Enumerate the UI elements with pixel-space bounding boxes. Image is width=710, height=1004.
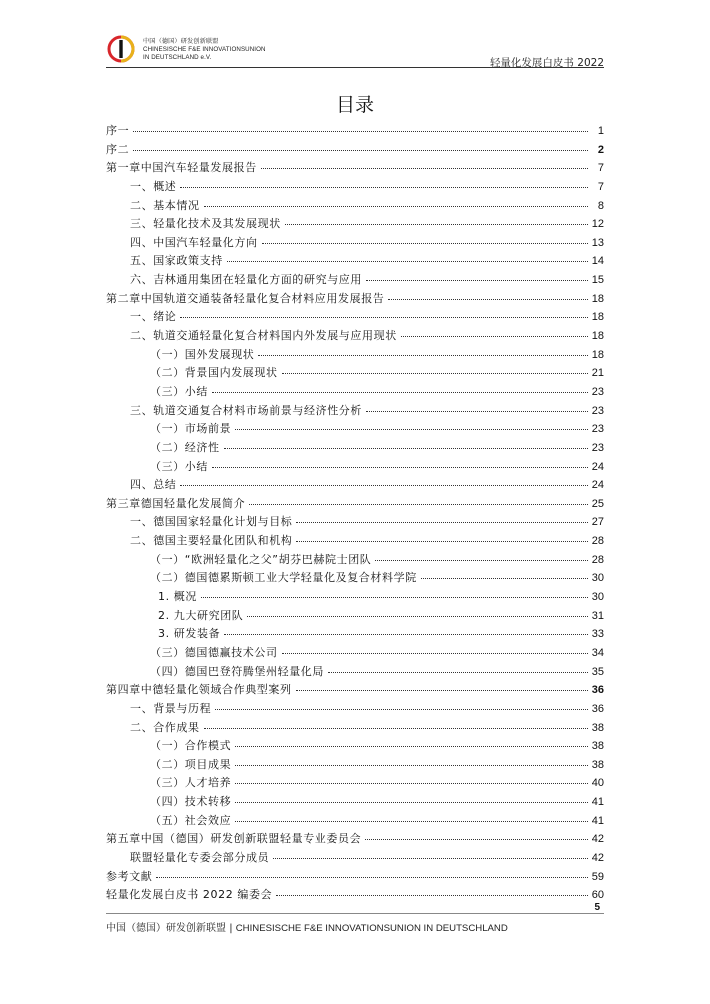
- toc-entry-label: （三）人才培养: [150, 776, 232, 790]
- toc-entry[interactable]: [106, 495, 604, 514]
- page-number: 5: [594, 902, 600, 913]
- toc-entry-page: 28: [591, 535, 604, 548]
- toc-dot-leader: [296, 541, 587, 542]
- toc-entry-page: 8: [597, 199, 604, 212]
- toc-entry-label: 三、轻量化技术及其发展现状: [130, 217, 281, 231]
- toc-entry-label: 第二章中国轨道交通装备轻量化复合材料应用发展报告: [106, 291, 385, 305]
- toc-entry-label: （四）技术转移: [150, 795, 232, 809]
- toc-entry-label: 第四章中德轻量化领域合作典型案列: [106, 683, 292, 697]
- toc-entry[interactable]: [106, 551, 604, 570]
- toc-entry[interactable]: [106, 215, 604, 234]
- toc-entry-label: 一、绪论: [130, 310, 177, 324]
- toc-dot-leader: [365, 839, 588, 840]
- toc-title: 目录: [335, 94, 374, 116]
- toc-entry-label: 二、轨道交通轻量化复合材料国内外发展与应用现状: [130, 329, 397, 343]
- toc-entry-label: 轻量化发展白皮书 2022 编委会: [106, 888, 273, 902]
- toc-entry-page: 15: [591, 274, 604, 287]
- toc-entry-page: 42: [591, 851, 604, 864]
- toc-dot-leader: [156, 877, 587, 878]
- toc-entry-page: 60: [591, 889, 604, 902]
- toc-dot-leader: [212, 392, 588, 393]
- toc-entry[interactable]: [106, 364, 604, 383]
- toc-dot-leader: [401, 336, 588, 337]
- toc-entry-label: 四、总结: [130, 478, 177, 492]
- toc-entry[interactable]: [106, 327, 604, 346]
- toc-entry[interactable]: [106, 625, 604, 644]
- toc-entry-label: （三）小结: [150, 384, 208, 398]
- toc-entry-label: 二、合作成果: [130, 720, 200, 734]
- toc-entry-page: 41: [591, 796, 604, 809]
- toc-dot-leader: [296, 690, 588, 691]
- toc-entry[interactable]: [106, 569, 604, 588]
- toc-entry-page: 34: [591, 646, 604, 659]
- toc-entry-page: 23: [591, 385, 604, 398]
- toc-entry-page: 36: [591, 702, 604, 715]
- toc-entry-label: （二）背景国内发展现状: [150, 366, 278, 380]
- toc-dot-leader: [180, 485, 587, 486]
- toc-entry[interactable]: [106, 849, 604, 868]
- toc-entry-page: 38: [591, 758, 604, 771]
- toc-entry[interactable]: [106, 476, 604, 495]
- toc-dot-leader: [282, 653, 588, 654]
- toc-entry[interactable]: [106, 159, 604, 178]
- toc-entry[interactable]: [106, 681, 604, 700]
- toc-entry-page: 59: [591, 870, 604, 883]
- toc-entry-label: 联盟轻量化专委会部分成员: [130, 850, 270, 864]
- header-org-cn: 中国（德国）研发创新联盟: [143, 38, 219, 45]
- toc-entry-label: 2. 九大研究团队: [158, 608, 244, 622]
- toc-entry[interactable]: [106, 458, 604, 477]
- footer-org: [106, 919, 508, 934]
- toc-entry-page: 18: [591, 311, 604, 324]
- footer-org-en: CHINESISCHE F&E INNOVATIONSUNION IN DEUTSCHLAND: [235, 923, 508, 934]
- toc-entry-page: 7: [597, 180, 604, 193]
- toc-dot-leader: [285, 224, 588, 225]
- toc-entry-page: 41: [591, 814, 604, 827]
- toc-entry[interactable]: [106, 420, 604, 439]
- toc-dot-leader: [133, 131, 588, 132]
- toc-entry-label: 一、德国国家轻量化计划与目标: [130, 515, 293, 529]
- toc-entry-page: 14: [591, 255, 604, 268]
- toc-entry[interactable]: [106, 234, 604, 253]
- toc-entry[interactable]: [106, 886, 604, 905]
- toc-entry-page: 42: [591, 833, 604, 846]
- footer-org-cn: 中国（德国）研发创新联盟: [106, 923, 226, 934]
- toc-entry-label: （二）经济性: [150, 440, 220, 454]
- toc-entry[interactable]: [106, 663, 604, 682]
- toc-dot-leader: [235, 821, 588, 822]
- toc-entry[interactable]: [106, 513, 604, 532]
- toc-entry-label: （四）德国巴登符腾堡州轻量化局: [150, 664, 324, 678]
- toc-entry-page: 23: [591, 404, 604, 417]
- toc-entry-page: 24: [591, 460, 604, 473]
- toc-dot-leader: [224, 448, 588, 449]
- toc-entry[interactable]: [106, 252, 604, 271]
- toc-entry-page: 31: [591, 609, 604, 622]
- toc-entry[interactable]: [106, 812, 604, 831]
- toc-entry-label: （二）项目成果: [150, 757, 232, 771]
- toc-dot-leader: [262, 243, 588, 244]
- toc-dot-leader: [249, 504, 588, 505]
- toc-dot-leader: [296, 522, 587, 523]
- toc-dot-leader: [235, 802, 588, 803]
- table-of-contents: [106, 122, 604, 905]
- toc-entry[interactable]: [106, 383, 604, 402]
- toc-entry[interactable]: [106, 830, 604, 849]
- toc-entry-page: 36: [591, 684, 604, 697]
- toc-entry[interactable]: [106, 756, 604, 775]
- toc-entry[interactable]: [106, 774, 604, 793]
- toc-entry[interactable]: [106, 346, 604, 365]
- header-doc-title: 轻量化发展白皮书 2022: [489, 57, 604, 69]
- page-header: [0, 0, 710, 70]
- toc-entry-page: 38: [591, 740, 604, 753]
- toc-entry[interactable]: [106, 141, 604, 160]
- toc-entry-page: 40: [591, 777, 604, 790]
- toc-entry-page: 30: [591, 572, 604, 585]
- footer-separator: |: [229, 923, 233, 934]
- toc-dot-leader: [258, 355, 587, 356]
- toc-entry-page: 38: [591, 721, 604, 734]
- toc-dot-leader: [366, 280, 588, 281]
- toc-entry-label: 3. 研发装备: [158, 627, 221, 641]
- toc-entry-label: 六、吉林通用集团在轻量化方面的研究与应用: [130, 273, 362, 287]
- toc-dot-leader: [235, 429, 588, 430]
- toc-entry-label: 一、背景与历程: [130, 701, 212, 715]
- toc-dot-leader: [215, 709, 588, 710]
- toc-entry-label: 序一: [106, 124, 130, 137]
- toc-dot-leader: [247, 616, 587, 617]
- toc-dot-leader: [201, 597, 588, 598]
- toc-dot-leader: [276, 895, 588, 896]
- toc-entry-page: 35: [591, 665, 604, 678]
- toc-entry-label: 二、德国主要轻量化团队和机构: [130, 534, 293, 548]
- toc-entry-page: 23: [591, 441, 604, 454]
- toc-entry[interactable]: [106, 197, 604, 216]
- toc-dot-leader: [180, 187, 588, 188]
- toc-entry-label: 第五章中国（德国）研发创新联盟轻量专业委员会: [106, 832, 362, 846]
- footer-divider: [106, 913, 604, 914]
- toc-entry-label: （三）小结: [150, 459, 208, 473]
- toc-entry[interactable]: [106, 607, 604, 626]
- toc-dot-leader: [224, 634, 588, 635]
- toc-entry[interactable]: [106, 588, 604, 607]
- toc-dot-leader: [204, 728, 588, 729]
- toc-entry-page: 21: [591, 367, 604, 380]
- header-divider: [106, 67, 604, 68]
- toc-entry[interactable]: [106, 178, 604, 197]
- toc-entry-page: 13: [591, 236, 604, 249]
- toc-entry[interactable]: [106, 308, 604, 327]
- toc-entry-page: 30: [591, 591, 604, 604]
- toc-dot-leader: [388, 299, 587, 300]
- toc-entry-page: 1: [597, 125, 604, 137]
- toc-entry-page: 18: [591, 330, 604, 343]
- toc-entry[interactable]: [106, 719, 604, 738]
- toc-entry-label: （一）“欧洲轻量化之父”胡芬巴赫院士团队: [150, 552, 372, 566]
- toc-entry-page: 27: [591, 516, 604, 529]
- toc-dot-leader: [212, 467, 588, 468]
- toc-entry[interactable]: [106, 644, 604, 663]
- toc-entry-label: 二、基本情况: [130, 198, 200, 212]
- header-org-name: [143, 38, 266, 62]
- toc-dot-leader: [375, 560, 587, 561]
- toc-entry-page: 23: [591, 423, 604, 436]
- toc-entry-label: 参考文献: [106, 869, 153, 883]
- toc-entry-label: 第一章中国汽车轻量发展报告: [106, 161, 257, 175]
- toc-dot-leader: [235, 783, 588, 784]
- toc-dot-leader: [235, 765, 588, 766]
- toc-entry-page: 18: [591, 292, 604, 305]
- toc-entry[interactable]: [106, 868, 604, 887]
- toc-entry[interactable]: [106, 402, 604, 421]
- toc-entry-label: 四、中国汽车轻量化方向: [130, 235, 258, 249]
- toc-entry-label: 一、概述: [130, 179, 177, 193]
- toc-dot-leader: [180, 317, 587, 318]
- toc-entry[interactable]: [106, 793, 604, 812]
- toc-dot-leader: [282, 373, 588, 374]
- toc-entry-label: 第三章德国轻量化发展简介: [106, 496, 246, 510]
- toc-dot-leader: [227, 261, 588, 262]
- header-org-en-line1: CHINESISCHE F&E INNOVATIONSUNION: [143, 46, 266, 53]
- toc-entry-label: （二）德国德累斯顿工业大学轻量化及复合材料学院: [150, 571, 417, 585]
- toc-entry-label: 五、国家政策支持: [130, 254, 223, 268]
- toc-entry-page: 33: [591, 628, 604, 641]
- toc-entry-page: 12: [591, 218, 604, 231]
- toc-dot-leader: [261, 168, 588, 169]
- toc-entry[interactable]: [106, 122, 604, 141]
- toc-entry[interactable]: [106, 290, 604, 309]
- toc-entry[interactable]: [106, 439, 604, 458]
- toc-dot-leader: [421, 578, 588, 579]
- toc-dot-leader: [328, 672, 588, 673]
- toc-entry-page: 28: [591, 553, 604, 566]
- toc-entry-page: 18: [591, 348, 604, 361]
- union-logo-icon: [107, 35, 135, 63]
- toc-entry-page: 7: [597, 162, 604, 175]
- toc-dot-leader: [235, 746, 588, 747]
- toc-dot-leader: [366, 411, 588, 412]
- toc-dot-leader: [273, 858, 588, 859]
- toc-entry-label: （五）社会效应: [150, 813, 232, 827]
- toc-entry-label: （一）国外发展现状: [150, 347, 255, 361]
- toc-entry-page: 24: [591, 479, 604, 492]
- toc-dot-leader: [204, 206, 588, 207]
- toc-entry[interactable]: [106, 271, 604, 290]
- toc-entry-label: 序二: [106, 142, 130, 156]
- toc-entry-label: 三、轨道交通复合材料市场前景与经济性分析: [130, 403, 362, 417]
- toc-entry[interactable]: [106, 532, 604, 551]
- toc-entry-label: 1. 概况: [158, 590, 197, 604]
- toc-entry-label: （一）合作模式: [150, 739, 232, 753]
- toc-entry-label: （一）市场前景: [150, 422, 232, 436]
- toc-entry-page: 2: [597, 143, 604, 156]
- toc-entry[interactable]: [106, 700, 604, 719]
- toc-dot-leader: [133, 150, 588, 151]
- header-org-en-line2: IN DEUTSCHLAND e.V.: [143, 54, 212, 61]
- toc-entry-page: 25: [591, 497, 604, 510]
- toc-entry[interactable]: [106, 737, 604, 756]
- toc-entry-label: （三）德国德赢技术公司: [150, 645, 278, 659]
